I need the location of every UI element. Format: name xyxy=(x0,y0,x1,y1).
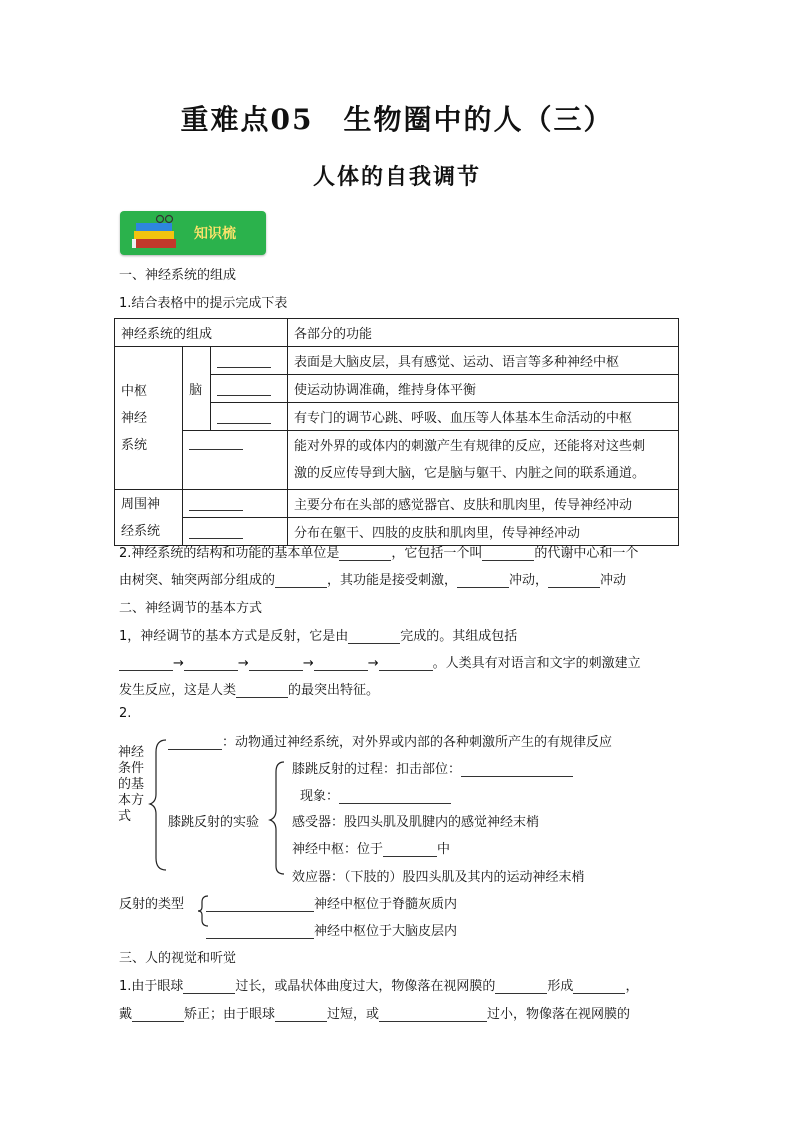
badge-label: 知识梳 xyxy=(194,226,236,242)
diagram-left-1: 神经 xyxy=(118,745,145,760)
arrow-3: → xyxy=(302,656,314,671)
function-brainstem: 有专门的调节心跳、呼吸、血压等人体基本生命活动的中枢 xyxy=(288,403,679,431)
central-nervous-label xyxy=(115,347,183,490)
q2-line2 xyxy=(119,569,626,588)
s3-text-g: 过短，或 xyxy=(327,1007,380,1022)
blank-spinal-cord xyxy=(183,431,288,490)
s3-line1 xyxy=(119,975,638,994)
function-cranial-nerves: 主要分布在头部的感觉器官、皮肤和肌肉里，传导神经冲动 xyxy=(288,490,679,518)
s3-text-a: 1.由于眼球 xyxy=(119,979,184,994)
s2-text-c: 。人类具有对语言和文字的刺激建立 xyxy=(432,656,641,671)
blank-brainstem xyxy=(211,403,288,431)
q2-line1 xyxy=(119,542,638,561)
knowledge-badge xyxy=(120,211,266,255)
blank-cerebellum xyxy=(211,375,288,403)
knee-center xyxy=(292,838,450,857)
reflex-types-label: 反射的类型 xyxy=(119,897,185,912)
q2-text-e: ，其功能是接受刺激， xyxy=(327,573,458,588)
q2-text-f: 冲动， xyxy=(509,573,549,588)
function-spinal-cord xyxy=(288,431,679,490)
knee-receptor: 感受器：股四头肌及肌腱内的感觉神经末梢 xyxy=(292,815,540,830)
diagram-left-2: 条件 xyxy=(118,761,145,776)
arrow-2: → xyxy=(237,656,249,671)
s2-text-a: 1，神经调节的基本方式是反射，它是由 xyxy=(119,629,349,644)
diagram-left-3: 的基 xyxy=(118,777,145,792)
s2-line1 xyxy=(119,625,517,644)
arrow-1: → xyxy=(173,656,184,671)
blank-cortex xyxy=(211,347,288,375)
function-spinal-line2: 激的反应传导到大脑，它是脑与躯干、内脏之间的联系通道。 xyxy=(294,466,646,481)
q2-text-b: ，它包括一个叫 xyxy=(391,546,483,561)
table-header-composition: 神经系统的组成 xyxy=(115,319,288,347)
section3-heading: 三、人的视觉和听觉 xyxy=(119,951,237,966)
knee-effector: 效应器：（下肢的）股四头肌及其内的运动神经末梢 xyxy=(292,870,585,885)
arrow-4: → xyxy=(367,656,379,671)
knee-reflex-label: 膝跳反射的实验 xyxy=(168,815,260,830)
s3-text-d: ， xyxy=(625,979,639,994)
reflex-type-1 xyxy=(206,893,457,912)
knee-process xyxy=(292,758,573,777)
function-cerebrum: 表面是大脑皮层，具有感觉、运动、语言等多种神经中枢 xyxy=(288,347,679,375)
s3-text-b: 过长，或晶状体曲度过大，物像落在视网膜的 xyxy=(235,979,496,994)
page-title: 重难点05 生物圈中的人（三） xyxy=(180,103,614,136)
function-spinal-nerves: 分布在躯干、四肢的皮肤和肌肉里，传导神经冲动 xyxy=(288,518,679,546)
s2-text-d: 发生反应，这是人类 xyxy=(119,683,237,698)
central-label-2: 神经 xyxy=(121,410,148,426)
table-header-function: 各部分的功能 xyxy=(288,319,679,347)
nervous-system-table xyxy=(114,318,679,546)
section1-heading: 一、神经系统的组成 xyxy=(119,268,237,283)
q2-text-d: 由树突、轴突两部分组成的 xyxy=(119,573,276,588)
q2-text-c: 的代谢中心和一个 xyxy=(534,546,639,561)
reflex-type-2-text: 神经中枢位于大脑皮层内 xyxy=(314,924,458,939)
brain-label: 脑 xyxy=(183,347,211,431)
reflex-type-2 xyxy=(206,920,457,939)
books-icon xyxy=(126,213,192,253)
q2-text-g: 冲动 xyxy=(600,573,627,588)
knee-process-text: 膝跳反射的过程：扣击部位： xyxy=(292,762,462,777)
diagram-left-5: 式 xyxy=(118,809,132,824)
s2-line2 xyxy=(119,652,641,671)
s2-text-e: 的最突出特征。 xyxy=(288,683,380,698)
q2-text-a: 2.神经系统的结构和功能的基本单位是 xyxy=(119,546,340,561)
diagram-left-4: 本方 xyxy=(118,793,145,808)
section1-intro: 1.结合表格中的提示完成下表 xyxy=(119,296,288,311)
central-label-3: 系统 xyxy=(121,437,148,453)
s2-text-b: 完成的。其组成包括 xyxy=(400,629,518,644)
s3-text-f: 矫正；由于眼球 xyxy=(184,1007,276,1022)
s3-text-h: 过小，物像落在视网膜的 xyxy=(487,1007,631,1022)
knee-center-text-b: 中 xyxy=(437,842,451,857)
knee-phenomenon xyxy=(300,785,451,804)
s2-num2: 2. xyxy=(119,706,132,721)
knee-center-text-a: 神经中枢：位于 xyxy=(292,842,384,857)
function-cerebellum: 使运动协调准确，维持身体平衡 xyxy=(288,375,679,403)
function-spinal-line1: 能对外界的或体内的刺激产生有规律的反应，还能将对这些刺 xyxy=(294,439,646,454)
peripheral-label-2: 经系统 xyxy=(121,523,161,539)
peripheral-nervous-label xyxy=(115,490,183,546)
s3-text-e: 戴 xyxy=(119,1007,133,1022)
s2-line3 xyxy=(119,679,379,698)
page-subtitle: 人体的自我调节 xyxy=(312,164,481,190)
reflex-type-1-text: 神经中枢位于脊髓灰质内 xyxy=(314,897,458,912)
central-label-1: 中枢 xyxy=(121,383,148,399)
knee-phenomenon-text: 现象： xyxy=(300,789,340,804)
s3-text-c: 形成 xyxy=(547,979,574,994)
blank-cranial-nerves xyxy=(183,490,288,518)
reflex-def-text: ：动物通过神经系统，对外界或内部的各种刺激所产生的有规律反应 xyxy=(222,735,613,750)
diagram-braces xyxy=(148,732,288,877)
peripheral-label-1: 周围神 xyxy=(121,496,161,512)
section2-heading: 二、神经调节的基本方式 xyxy=(119,601,263,616)
s3-line2 xyxy=(119,1003,630,1022)
reflex-definition xyxy=(168,731,612,750)
diagram-left-label xyxy=(118,745,144,825)
